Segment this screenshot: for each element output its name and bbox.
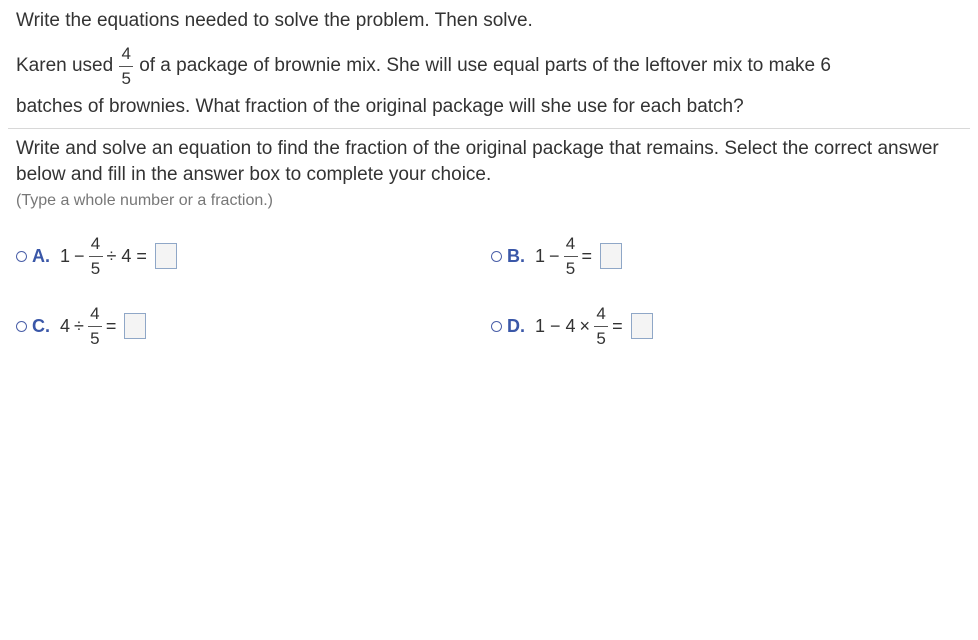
choice-d[interactable] [491,296,653,356]
radio-button-a[interactable] [16,251,27,262]
expr-lead: 1 − 4 [535,315,576,336]
fraction-numerator: 4 [90,303,100,323]
choice-b[interactable] [491,226,622,286]
choice-fraction [88,304,102,349]
choice-fraction [564,234,578,279]
part-prompt: Write and solve an equation to find the fraction of the original package that remains. Select the correct answer below and fill in the answer box to complete your choice. [16,138,939,185]
answer-input-a[interactable] [155,243,177,269]
fraction-denominator: 5 [121,68,131,88]
problem-text-line-1 [16,38,831,94]
choice-letter: D. [507,315,525,336]
fraction-bar [88,326,102,327]
fraction-bar [564,256,578,257]
fraction-numerator: 4 [596,303,606,323]
fraction-bar [119,66,133,67]
expr-tail: = [612,315,623,336]
answer-input-c[interactable] [124,313,146,339]
fraction-denominator: 5 [596,328,606,348]
fraction-denominator: 5 [90,328,100,348]
expr-operator: × [579,315,591,336]
expr-lead: 4 [60,315,71,336]
expr-lead: 1 [60,245,71,266]
choice-c[interactable] [16,296,146,356]
section-divider [8,128,970,129]
answer-hint: (Type a whole number or a fraction.) [16,192,274,209]
expr-lead: 1 [535,245,546,266]
fraction-numerator: 4 [565,233,576,253]
choice-letter: A. [32,245,50,266]
expr-tail: = [581,245,593,266]
radio-button-b[interactable] [491,251,502,262]
choice-expression [60,304,146,349]
expr-tail: = [105,315,117,336]
expr-operator: ÷ [74,315,84,336]
problem-text-end: of a package of brownie mix. She will use equal parts of the leftover mix to make 6 [139,55,831,76]
problem-text-start: Karen used [16,55,114,76]
expr-operator: − [74,245,85,266]
choice-expression [535,234,622,279]
radio-button-d[interactable] [491,321,502,332]
radio-button-c[interactable] [16,321,27,332]
expr-tail: ÷ 4 = [106,245,147,266]
fraction-numerator: 4 [90,233,101,253]
fraction-numerator: 4 [121,43,131,63]
choice-a[interactable] [16,226,177,286]
choice-fraction [89,234,103,279]
choice-letter: B. [507,245,525,266]
choice-expression [60,234,177,279]
fraction-bar [89,256,103,257]
answer-input-b[interactable] [600,243,622,269]
fraction-denominator: 5 [90,258,101,278]
choice-letter: C. [32,315,50,336]
fraction-denominator: 5 [565,258,576,278]
choice-expression [535,304,653,349]
instruction-text: Write the equations needed to solve the problem. Then solve. [16,10,533,31]
problem-fraction [119,44,133,89]
choice-fraction [594,304,608,349]
answer-input-d[interactable] [631,313,653,339]
problem-text-line-2: batches of brownies. What fraction of the original package will she use for each batch? [16,96,744,117]
expr-operator: − [549,245,560,266]
fraction-bar [594,326,608,327]
